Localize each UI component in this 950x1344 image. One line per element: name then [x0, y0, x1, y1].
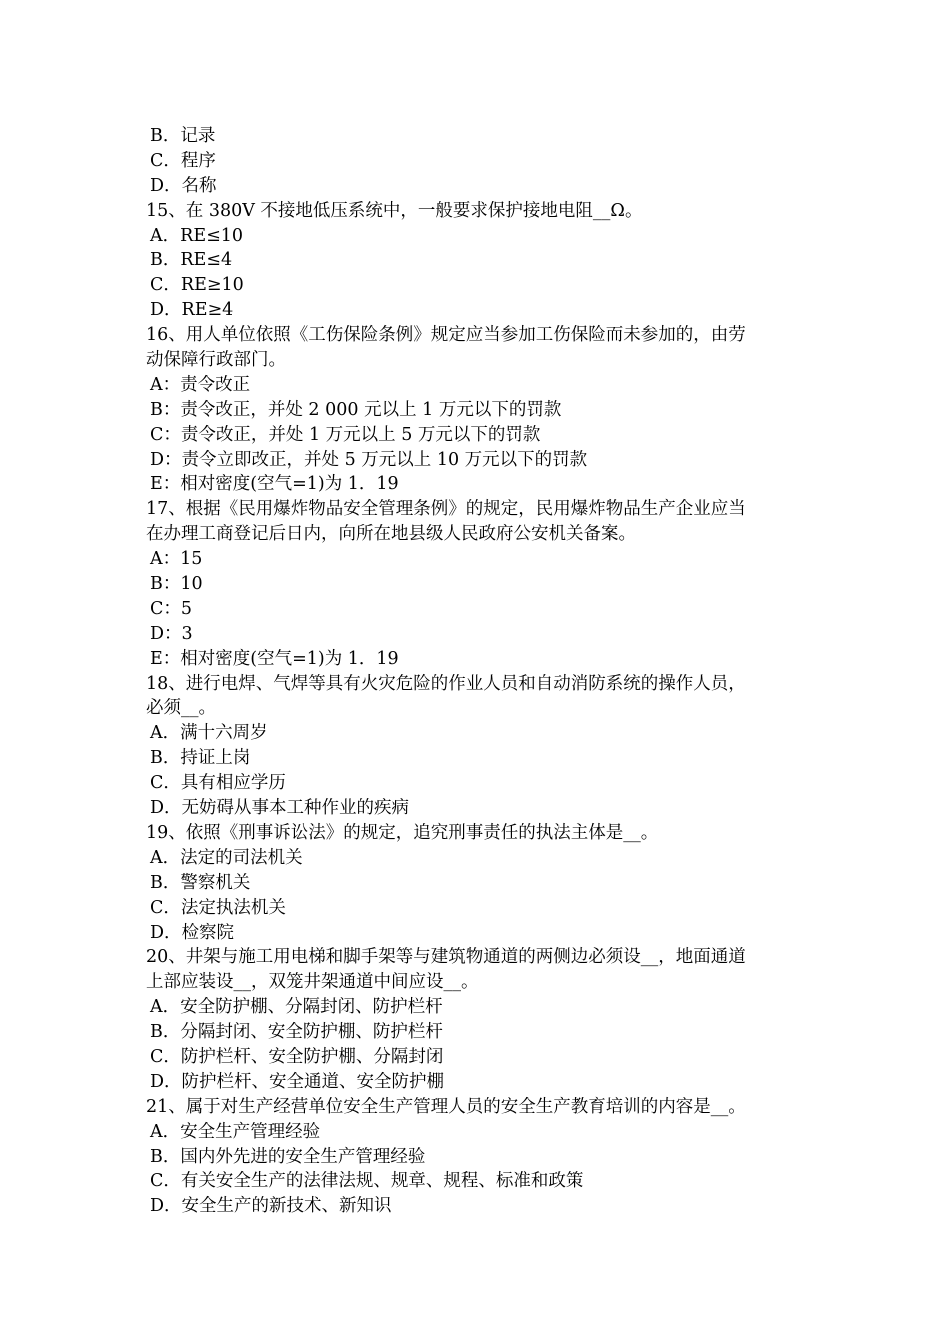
answer-option: C．有关安全生产的法律法规、规章、规程、标准和政策: [150, 1171, 584, 1192]
document-body: [146, 124, 826, 1219]
answer-option: A：责令改正: [150, 374, 251, 395]
answer-option: A：15: [150, 549, 203, 570]
answer-option: A．RE≤10: [150, 225, 244, 246]
question-text: 必须__。: [146, 698, 216, 719]
answer-option: A．满十六周岁: [150, 723, 268, 744]
answer-option: D．检察院: [150, 922, 235, 943]
answer-option: D．安全生产的新技术、新知识: [150, 1196, 392, 1217]
question-text: 上部应装设__，双笼井架通道中间应设__。: [146, 972, 479, 993]
answer-option: C．RE≥10: [150, 275, 244, 296]
answer-option: B．记录: [150, 126, 216, 146]
answer-option: D．名称: [150, 175, 217, 196]
question-text: 在办理工商登记后日内，向所在地县级人民政府公安机关备案。: [146, 524, 636, 545]
answer-option: B：责令改正，并处 2 000 元以上 1 万元以下的罚款: [150, 399, 562, 420]
answer-option: D：责令立即改正，并处 5 万元以上 10 万元以下的罚款: [150, 449, 588, 470]
answer-option: B．分隔封闭、安全防护棚、防护栏杆: [150, 1022, 443, 1043]
answer-option: C：责令改正，并处 1 万元以上 5 万元以下的罚款: [150, 424, 541, 445]
answer-option: B．国内外先进的安全生产管理经验: [150, 1146, 426, 1167]
answer-option: C．程序: [150, 150, 216, 171]
question-text: 17、根据《民用爆炸物品安全管理条例》的规定，民用爆炸物品生产企业应当: [146, 499, 746, 520]
answer-option: C．具有相应学历: [150, 773, 286, 794]
question-text: 15、在 380V 不接地低压系统中，一般要求保护接地电阻__Ω。: [146, 200, 643, 221]
question-text: 18、进行电焊、气焊等具有火灾危险的作业人员和自动消防系统的操作人员，: [146, 673, 746, 694]
answer-option: A．安全生产管理经验: [150, 1121, 321, 1142]
answer-option: A．安全防护棚、分隔封闭、防护栏杆: [150, 997, 443, 1018]
answer-option: D．无妨碍从事本工种作业的疾病: [150, 798, 410, 819]
answer-option: A．法定的司法机关: [150, 847, 303, 868]
question-text: 20、井架与施工用电梯和脚手架等与建筑物通道的两侧边必须设__，地面通道: [146, 947, 746, 968]
question-text: 16、用人单位依照《工伤保险条例》规定应当参加工伤保险而未参加的，由劳: [146, 325, 746, 346]
answer-option: B：10: [150, 574, 203, 595]
answer-option: D．RE≥4: [150, 300, 234, 321]
answer-option: E：相对密度(空气=1)为 1．19: [150, 648, 399, 669]
question-text: 动保障行政部门。: [146, 350, 286, 371]
answer-option: C：5: [150, 598, 193, 619]
answer-option: D．防护栏杆、安全通道、安全防护棚: [150, 1071, 445, 1092]
answer-option: C．防护栏杆、安全防护棚、分隔封闭: [150, 1046, 444, 1067]
answer-option: C．法定执法机关: [150, 897, 286, 918]
answer-option: B．RE≤4: [150, 250, 233, 271]
question-text: 21、属于对生产经营单位安全生产管理人员的安全生产教育培训的内容是__。: [146, 1096, 746, 1117]
answer-option: B．持证上岗: [150, 748, 251, 769]
answer-option: B．警察机关: [150, 872, 251, 893]
question-text: 19、依照《刑事诉讼法》的规定，追究刑事责任的执法主体是__。: [146, 822, 659, 843]
answer-option: E：相对密度(空气=1)为 1．19: [150, 474, 399, 495]
answer-option: D：3: [150, 623, 193, 644]
